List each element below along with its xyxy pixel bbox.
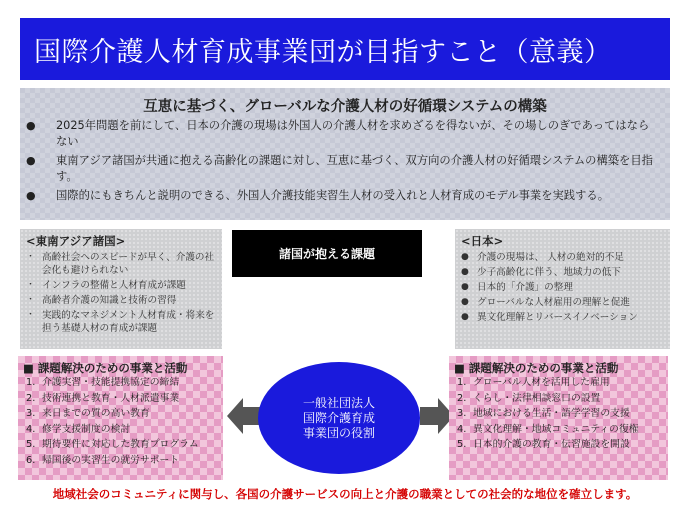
list-item bbox=[26, 153, 660, 185]
bullet-icon: ● bbox=[461, 252, 469, 262]
bullet-icon: ● bbox=[461, 267, 469, 277]
japan-item-text: 介護の現場は、 人材の絶対的不足 bbox=[477, 252, 624, 263]
intro-heading: 互恵に基づく、グローバルな介護人材の好循環システムの構築 bbox=[143, 99, 547, 115]
title-banner bbox=[20, 18, 670, 80]
list-item bbox=[26, 279, 218, 292]
item-number: 2. bbox=[457, 392, 467, 404]
item-number: 1. bbox=[457, 377, 467, 388]
list-item bbox=[457, 407, 664, 420]
bullet-icon: ・ bbox=[26, 295, 36, 305]
bullet-icon: ● bbox=[26, 154, 36, 167]
item-number: 5. bbox=[457, 439, 467, 451]
intro-list bbox=[20, 116, 670, 204]
sea-item-text: 実践的なマネジメント人材育成・将来を担う基礎人材の育成が課題 bbox=[42, 310, 215, 334]
list-item bbox=[26, 423, 219, 436]
list-item bbox=[26, 438, 219, 451]
item-number: 2. bbox=[26, 392, 36, 404]
footer-statement: 地域社会のコミュニティに関与し、各国の介護サービスの向上と介護の職業としての社会的な地位を確立します。 bbox=[52, 487, 638, 501]
activity-text: 技術連携と教育・人材派遣事業 bbox=[42, 392, 180, 404]
list-item bbox=[26, 407, 219, 420]
ellipse-line-3: 事業団の役割 bbox=[302, 425, 375, 440]
sea-item-text: インフラの整備と人材育成が課題 bbox=[42, 280, 186, 291]
activities-right-heading: ■ 課題解決のための事業と活動 bbox=[454, 361, 619, 375]
activity-text: 来日までの質の高い教育 bbox=[42, 408, 150, 420]
activity-text: くらし・法律相談窓口の設置 bbox=[473, 392, 601, 404]
southeast-asia-panel bbox=[20, 229, 222, 349]
activity-text: 地域における生活・語学学習の支援 bbox=[473, 408, 630, 420]
activity-text: 介護実習・技能提携協定の締結 bbox=[42, 377, 180, 388]
list-item bbox=[26, 392, 219, 405]
list-item bbox=[457, 438, 664, 451]
ellipse-line-2: 国際介護育成 bbox=[302, 410, 375, 425]
bullet-icon: ● bbox=[26, 119, 36, 132]
japan-panel bbox=[455, 229, 670, 349]
list-item bbox=[461, 266, 666, 279]
activities-right-panel bbox=[449, 356, 668, 480]
sea-item-text: 高齢者介護の知識と技術の習得 bbox=[42, 295, 177, 306]
item-number: 1. bbox=[26, 377, 36, 388]
activities-left-list bbox=[18, 376, 223, 467]
bullet-icon: ・ bbox=[26, 310, 36, 320]
item-number: 3. bbox=[26, 408, 36, 420]
list-item bbox=[26, 118, 660, 150]
intro-panel bbox=[20, 88, 670, 220]
list-item bbox=[26, 454, 219, 467]
intro-item-text: 国際的にもきちんと説明のできる、外国人介護技能実習生人材の受入れと人材育成のモデル事業を実践する。 bbox=[56, 189, 609, 202]
bullet-icon: ● bbox=[461, 312, 469, 322]
activity-text: 異文化理解・地域コミュニティの復権 bbox=[473, 423, 639, 435]
page-title: 国際介護人材育成事業団が目指すこと（意義） bbox=[34, 36, 612, 68]
list-item bbox=[26, 188, 660, 204]
item-number: 3. bbox=[457, 408, 467, 420]
organization-role-ellipse bbox=[258, 362, 420, 474]
activity-text: 帰国後の実習生の就労サポート bbox=[42, 454, 180, 466]
list-item bbox=[457, 392, 664, 405]
item-number: 6. bbox=[26, 454, 36, 466]
list-item bbox=[26, 251, 218, 277]
japan-heading: <日本> bbox=[461, 234, 504, 248]
bullet-icon: ・ bbox=[26, 280, 36, 290]
list-item bbox=[461, 251, 666, 264]
arrow-left-icon bbox=[227, 396, 261, 436]
list-item bbox=[461, 281, 666, 294]
bullet-icon: ● bbox=[26, 189, 36, 202]
southeast-asia-list bbox=[20, 249, 222, 335]
ellipse-line-1: 一般社団法人 bbox=[302, 395, 375, 410]
list-item bbox=[461, 311, 666, 324]
activity-text: グローバル人材を活用した雇用 bbox=[473, 377, 610, 388]
activity-text: 修学支援制度の検討 bbox=[42, 423, 131, 435]
activity-text: 期待要件に対応した教育プログラム bbox=[42, 439, 199, 451]
activity-text: 日本的介護の教育・伝習施設を開設 bbox=[473, 439, 630, 451]
sea-item-text: 高齢社会へのスピードが早く、介護の社会化も避けられない bbox=[42, 252, 215, 276]
japan-item-text: 少子高齢化に伴う、地域力の低下 bbox=[477, 267, 621, 278]
japan-item-text: グローバルな人材雇用の理解と促進 bbox=[477, 297, 631, 308]
bullet-icon: ● bbox=[461, 297, 469, 307]
activities-right-list bbox=[449, 376, 668, 451]
item-number: 5. bbox=[26, 439, 36, 451]
bullet-icon: ● bbox=[461, 282, 469, 292]
shared-issues-label: 諸国が抱える課題 bbox=[232, 230, 422, 277]
item-number: 4. bbox=[26, 423, 36, 435]
japan-item-text: 異文化理解とリバースイノベーション bbox=[477, 312, 638, 323]
list-item bbox=[461, 296, 666, 309]
intro-item-text: 東南アジア諸国が共通に抱える高齢化の課題に対し、互恵に基づく、双方向の介護人材の好循環システムの構築を目指す。 bbox=[56, 154, 653, 183]
bullet-icon: ・ bbox=[26, 252, 36, 262]
item-number: 4. bbox=[457, 423, 467, 435]
list-item bbox=[26, 376, 219, 389]
japan-list bbox=[455, 249, 670, 324]
japan-item-text: 日本的「介護」の整理 bbox=[477, 282, 573, 293]
list-item bbox=[457, 423, 664, 436]
list-item bbox=[26, 294, 218, 307]
activities-left-heading: ■ 課題解決のための事業と活動 bbox=[23, 361, 188, 375]
activities-left-panel bbox=[18, 356, 223, 480]
list-item bbox=[26, 309, 218, 335]
southeast-asia-heading: <東南アジア諸国> bbox=[26, 234, 126, 248]
list-item bbox=[457, 376, 664, 389]
intro-item-text: 2025年問題を前にして、日本の介護の現場は外国人の介護人材を求めざるを得ないが、その場しのぎであってはならない bbox=[56, 119, 650, 148]
